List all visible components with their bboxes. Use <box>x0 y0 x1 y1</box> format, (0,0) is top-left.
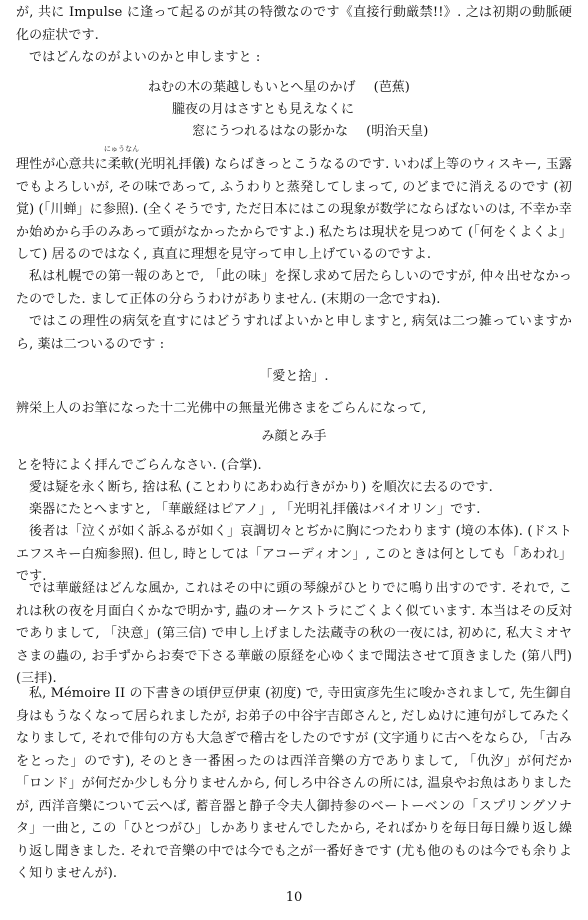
paragraph-benei: 辨栄上人のお筆になった十二光佛中の無量光佛さまをごらんになって, <box>16 401 427 416</box>
paragraph-gakki: 楽器にたとへますと, 「華厳経はピアノ」, 「光明礼拝儀はバイオリン」です. <box>29 502 481 517</box>
paragraph-kousha: 後者は「泣くが如く訴ふるが如く」哀調切々とぢかに胸につたわります (境の本体). (ドストエフスキー白痴参照). 但し, 時としては「アコーディオン」, このときは何としても「あわれ」です. <box>16 524 572 584</box>
paragraph-kegon: では華厳経はどんな風か, これはその中に頭の琴線がひとりでに鳴り出すのです. それで, これは秋の夜を月面白くかなで明かす, 蟲のオーケストラにごくよく似ています. 本当はその反対でありまして, 「決意」(第三信) で申し上げました法蔵寺の秋の一夜には, 初めに, 私大ミオヤさまの蟲の, お手ずからお奏で下さる華厳の原経を心ゆくまで聞法させて頂きました (第八門)(三拝). <box>16 581 572 686</box>
ruby-word <box>103 145 140 177</box>
ruby-reading: にゅうなん <box>103 145 140 153</box>
poem-line-3-author: (明治天皇) <box>366 124 429 139</box>
heading-mikao-to-mite: み顔とみ手 <box>261 429 327 444</box>
heading-ai-to-sha: 「愛と捨」. <box>259 369 329 384</box>
poem-line-2: 朧夜の月はさすとも見えなくに <box>172 102 355 117</box>
poem-line-1-author: (芭蕉) <box>373 80 410 95</box>
paragraph-gassho: とを特によく拝んでごらんなさい. (合掌). <box>16 458 262 473</box>
poem-line-1 <box>148 77 410 99</box>
page-number: 10 <box>285 890 303 905</box>
paragraph-memoire: 私, Mémoire II の下書きの頃伊豆伊東 (初度) で, 寺田寅彦先生に唆かされまして, 先生御自身はもうなくなって居られましたが, お弟子の中谷宇吉郎さんと, だしぬけに連句がしてみたくなりまして, それで俳句の方も大急ぎで稽古をしたのですが (文字通りに古へをならひ, 「古みをとった」のです), そのとき一番困ったのは西洋音樂の方でありまして, 「仇汐」が何だか「ロンド」が何だか少しも分りませんから, 何しろ中谷さんの所には, 温泉やお魚はありましたが, 西洋音樂について云へば, 蓄音器と静子令夫人御持参のベートーベンの「スプリングソナタ」一曲と, この「ひとつがひ」しかありませんでしたから, そればかりを毎日毎日繰り返し繰り返し聞きました. それで音樂の中では今でも之が一番好きです (尤も他のものは今でも余りよく知りませんが). <box>16 686 572 881</box>
paragraph-how: ではどんなのがよいのかと申しますと : <box>29 50 261 65</box>
paragraph-ai: 愛は疑を永く断ち, 捨は私 (ことわりにあわぬ行きがかり) を順次に去るのです. <box>29 480 493 495</box>
poem-line-1-text: ねむの木の葉越しもいとへ星のかげ <box>148 80 356 95</box>
paragraph-intro: が, 共に Impulse に逢って起るのが其の特徴なのです《直接行動厳禁!!》. 之は初期の動脈硬化の症状です. <box>16 5 572 43</box>
paragraph-reason <box>16 145 572 267</box>
paragraph-sapporo: 私は札幌での第一報のあとで, 「此の味」を探し求めて居たらしいのですが, 仲々出せなかったのでした. まして正体の分らうわけがありません. (末期の一念ですね). <box>16 269 572 307</box>
ruby-base: 柔軟 <box>107 157 135 172</box>
poem-line-3 <box>192 121 428 143</box>
reason-pre: 理性が心意共に <box>16 157 108 172</box>
poem-line-3-text: 窓にうつれるはなの影かな <box>192 124 349 139</box>
reason-post: (光明礼拝儀) ならばきっとこうなるのです. いわば上等のウィスキー, 玉露でもよろしいが, その味であって, ふうわりと蒸発してしまって, のどまでに消えるのです (初覚) (「川蝉」に参照). (全くそうです, ただ日本にはこの現象が数学にならばないのは, 不幸か幸か始めから手のみあって頭がなかったからですよ.) 私たちは現状を見つめて (「何をくよくよ」して) 居るのではなく, 真直に理想を見守って申し上げているのですよ. <box>16 157 572 262</box>
paragraph-cure: ではこの理性の病気を直すにはどうすればよいかと申しますと, 病気は二つ雑っていますから, 薬は二ついるのです : <box>16 314 572 352</box>
